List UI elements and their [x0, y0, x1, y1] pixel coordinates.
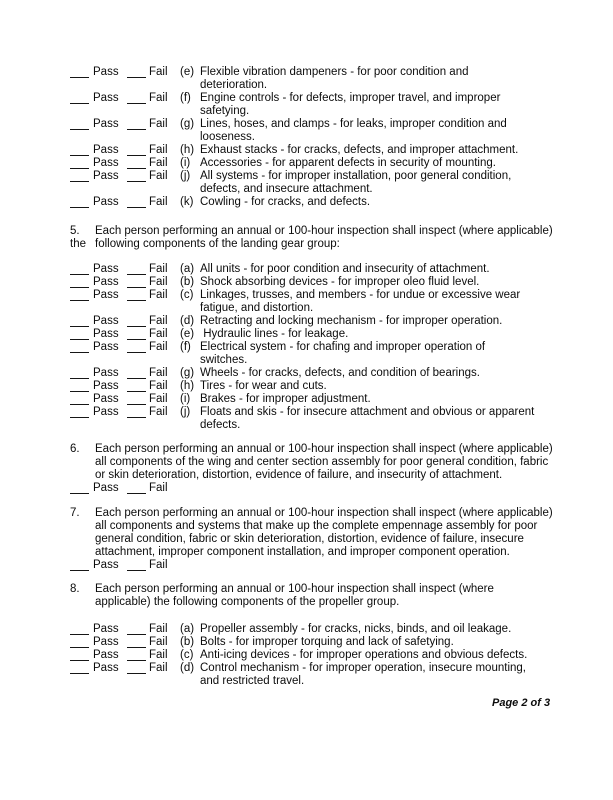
paragraph-line	[70, 456, 575, 469]
fail-blank-line	[127, 196, 146, 208]
fail-label: Fail	[149, 118, 168, 130]
pass-blank-line	[70, 559, 89, 571]
item-text	[200, 636, 454, 649]
checklist-row	[70, 157, 575, 170]
item-text-line: Brakes - for improper adjustment.	[200, 393, 371, 405]
pass-label: Pass	[93, 341, 119, 353]
pass-blank-line	[70, 649, 89, 661]
fail-blank-line	[127, 289, 146, 301]
item-text-line: Tires - for wear and cuts.	[200, 380, 327, 392]
paragraph-number	[70, 520, 95, 533]
item-letter: (h)	[180, 380, 195, 392]
checklist-row	[70, 649, 575, 662]
pass-label: Pass	[93, 559, 119, 571]
paragraph-number: 8.	[70, 583, 80, 595]
item-text	[200, 367, 480, 380]
item-letter: (a)	[180, 623, 195, 635]
item-text-line: switches.	[200, 354, 248, 366]
paragraph-number	[70, 469, 95, 482]
fail-label: Fail	[149, 263, 168, 275]
item-text	[200, 623, 511, 636]
pass-blank-line	[70, 380, 89, 392]
paragraph-text: attachment, improper component installation, and improper component operation.	[95, 546, 510, 558]
pass-blank-line	[70, 118, 89, 130]
item-text	[200, 157, 496, 170]
fail-label: Fail	[149, 276, 168, 288]
fail-blank-line	[127, 649, 146, 661]
fail-label: Fail	[149, 623, 168, 635]
fail-label: Fail	[149, 662, 168, 674]
pass-label: Pass	[93, 482, 119, 494]
item-text	[200, 66, 468, 92]
item-letter: (i)	[180, 157, 191, 169]
item-text-line: All units - for poor condition and insecurity of attachment.	[200, 263, 490, 275]
item-letter: (b)	[180, 636, 195, 648]
checklist-row	[70, 406, 575, 432]
item-text	[200, 315, 502, 328]
pass-label: Pass	[93, 406, 119, 418]
item-letter: (d)	[180, 315, 195, 327]
item-text	[200, 144, 518, 157]
pass-label: Pass	[93, 393, 119, 405]
paragraph-text: Each person performing an annual or 100-hour inspection shall inspect (where	[95, 583, 494, 595]
item-text-line: Engine controls - for defects, improper travel, and improper	[200, 92, 501, 104]
item-letter: (h)	[180, 144, 195, 156]
item-text-line: Anti-icing devices - for improper operations and obvious defects.	[200, 649, 528, 661]
checklist-row	[70, 341, 575, 367]
item-text-line: Cowling - for cracks, and defects.	[200, 196, 371, 208]
fail-label: Fail	[149, 66, 168, 78]
fail-blank-line	[127, 92, 146, 104]
pass-blank-line	[70, 276, 89, 288]
paragraph-line	[70, 443, 575, 456]
engine-group-checklist	[70, 66, 575, 209]
paragraph-line	[70, 225, 575, 238]
passfail-row	[70, 482, 575, 495]
pass-blank-line	[70, 482, 89, 494]
item-letter: (k)	[180, 196, 194, 208]
item-text-line: safetying.	[200, 105, 250, 117]
item-text	[200, 406, 534, 432]
pass-blank-line	[70, 170, 89, 182]
fail-blank-line	[127, 559, 146, 571]
checklist-row	[70, 393, 575, 406]
fail-label: Fail	[149, 196, 168, 208]
paragraph-text: all components and systems that make up the complete empennage assembly for poor	[95, 520, 538, 532]
item-7-paragraph	[70, 507, 575, 572]
item-text	[200, 649, 527, 662]
checklist-row	[70, 92, 575, 118]
item-text-line: Wheels - for cracks, defects, and condition of bearings.	[200, 367, 480, 379]
pass-label: Pass	[93, 263, 119, 275]
pass-label: Pass	[93, 649, 119, 661]
checklist-row	[70, 636, 575, 649]
fail-label: Fail	[149, 559, 168, 571]
fail-label: Fail	[149, 341, 168, 353]
fail-blank-line	[127, 636, 146, 648]
checklist-row	[70, 276, 575, 289]
item-letter: (d)	[180, 662, 195, 674]
item-text	[200, 118, 507, 144]
pass-label: Pass	[93, 367, 119, 379]
pass-label: Pass	[93, 66, 119, 78]
item-text-line: Linkages, trusses, and members - for undue or excessive wear	[200, 289, 521, 301]
item-text	[200, 92, 500, 118]
item-letter: (j)	[180, 406, 191, 418]
document-content	[70, 66, 575, 688]
paragraph-line	[70, 546, 575, 559]
item-text-line: Accessories - for apparent defects in security of mounting.	[200, 157, 496, 169]
pass-blank-line	[70, 157, 89, 169]
item-text-line: deterioration.	[200, 79, 268, 91]
item-letter: (j)	[180, 170, 191, 182]
page-number: Page 2 of 3	[492, 697, 551, 709]
item-text-line: Hydraulic lines - for leakage.	[200, 328, 349, 340]
checklist-row	[70, 289, 575, 315]
fail-label: Fail	[149, 367, 168, 379]
item-text	[200, 170, 511, 196]
item-text-line: Bolts - for improper torquing and lack of safetying.	[200, 636, 454, 648]
paragraph-number: 5.	[70, 225, 80, 237]
checklist-row	[70, 623, 575, 636]
paragraph-number	[70, 533, 95, 546]
paragraph-line	[70, 238, 575, 251]
item-letter: (a)	[180, 263, 195, 275]
pass-label: Pass	[93, 276, 119, 288]
item-letter: (f)	[180, 92, 191, 104]
item-letter: (c)	[180, 289, 194, 301]
fail-blank-line	[127, 328, 146, 340]
fail-label: Fail	[149, 289, 168, 301]
pass-label: Pass	[93, 157, 119, 169]
fail-blank-line	[127, 263, 146, 275]
pass-blank-line	[70, 66, 89, 78]
fail-label: Fail	[149, 170, 168, 182]
paragraph-text: following components of the landing gear group:	[95, 238, 340, 250]
pass-blank-line	[70, 636, 89, 648]
paragraph-text: Each person performing an annual or 100-hour inspection shall inspect (where applicable)	[95, 225, 553, 237]
pass-blank-line	[70, 393, 89, 405]
pass-label: Pass	[93, 328, 119, 340]
item-text-line: defects, and insecure attachment.	[200, 183, 373, 195]
item-letter: (g)	[180, 367, 195, 379]
pass-blank-line	[70, 92, 89, 104]
paragraph-text: Each person performing an annual or 100-hour inspection shall inspect (where applicable)	[95, 507, 553, 519]
fail-blank-line	[127, 315, 146, 327]
fail-label: Fail	[149, 144, 168, 156]
passfail-row	[70, 559, 575, 572]
paragraph-hang-word: the	[70, 238, 86, 250]
item-text	[200, 328, 348, 341]
pass-blank-line	[70, 623, 89, 635]
fail-blank-line	[127, 66, 146, 78]
pass-blank-line	[70, 144, 89, 156]
propeller-group-checklist	[70, 623, 575, 688]
checklist-row	[70, 66, 575, 92]
pass-label: Pass	[93, 118, 119, 130]
fail-label: Fail	[149, 406, 168, 418]
fail-blank-line	[127, 482, 146, 494]
fail-label: Fail	[149, 649, 168, 661]
fail-blank-line	[127, 276, 146, 288]
pass-label: Pass	[93, 662, 119, 674]
landing-gear-checklist	[70, 263, 575, 432]
item-text	[200, 276, 479, 289]
paragraph-text: all components of the wing and center section assembly for poor general condition, fabric	[95, 456, 549, 468]
item-text	[200, 341, 485, 367]
paragraph-text: general condition, fabric or skin deterioration, distortion, evidence of failure, insecure	[95, 533, 524, 545]
pass-label: Pass	[93, 380, 119, 392]
fail-label: Fail	[149, 328, 168, 340]
pass-blank-line	[70, 406, 89, 418]
fail-blank-line	[127, 118, 146, 130]
paragraph-number: 6.	[70, 443, 80, 455]
pass-label: Pass	[93, 170, 119, 182]
item-text-line: looseness.	[200, 131, 255, 143]
item-letter: (g)	[180, 118, 195, 130]
paragraph-line	[70, 507, 575, 520]
item-text	[200, 393, 371, 406]
fail-blank-line	[127, 367, 146, 379]
fail-blank-line	[127, 623, 146, 635]
pass-blank-line	[70, 662, 89, 674]
item-letter: (b)	[180, 276, 195, 288]
fail-blank-line	[127, 157, 146, 169]
pass-label: Pass	[93, 289, 119, 301]
checklist-row	[70, 263, 575, 276]
item-text-line: All systems - for improper installation, poor general condition,	[200, 170, 512, 182]
fail-blank-line	[127, 662, 146, 674]
fail-blank-line	[127, 393, 146, 405]
pass-label: Pass	[93, 144, 119, 156]
paragraph-text: applicable) the following components of the propeller group.	[95, 596, 400, 608]
fail-label: Fail	[149, 636, 168, 648]
item-text	[200, 196, 370, 209]
pass-blank-line	[70, 263, 89, 275]
paragraph-text: Each person performing an annual or 100-hour inspection shall inspect (where applicable)	[95, 443, 553, 455]
item-text	[200, 662, 526, 688]
item-text-line: Floats and skis - for insecure attachment and obvious or apparent	[200, 406, 535, 418]
item-5-paragraph	[70, 225, 575, 251]
pass-blank-line	[70, 328, 89, 340]
fail-label: Fail	[149, 482, 168, 494]
fail-label: Fail	[149, 380, 168, 392]
item-text	[200, 289, 520, 315]
paragraph-line	[70, 533, 575, 546]
fail-blank-line	[127, 144, 146, 156]
paragraph-line	[70, 583, 575, 596]
fail-label: Fail	[149, 157, 168, 169]
checklist-row	[70, 662, 575, 688]
item-text-line: fatigue, and distortion.	[200, 302, 314, 314]
pass-label: Pass	[93, 92, 119, 104]
pass-label: Pass	[93, 636, 119, 648]
fail-blank-line	[127, 170, 146, 182]
item-text-line: Shock absorbing devices - for improper oleo fluid level.	[200, 276, 480, 288]
item-text-line: and restricted travel.	[200, 675, 305, 687]
checklist-row	[70, 367, 575, 380]
item-letter: (f)	[180, 341, 191, 353]
paragraph-text: or skin deterioration, distortion, evidence of failure, and insecurity of attachment.	[95, 469, 503, 481]
item-text	[200, 263, 490, 276]
pass-blank-line	[70, 315, 89, 327]
item-text-line: defects.	[200, 419, 241, 431]
fail-label: Fail	[149, 393, 168, 405]
pass-blank-line	[70, 289, 89, 301]
paragraph-number: 7.	[70, 507, 80, 519]
checklist-row	[70, 315, 575, 328]
pass-blank-line	[70, 196, 89, 208]
item-letter: (e)	[180, 66, 195, 78]
pass-blank-line	[70, 367, 89, 379]
item-6-paragraph	[70, 443, 575, 495]
paragraph-line	[70, 520, 575, 533]
checklist-row	[70, 144, 575, 157]
item-letter: (i)	[180, 393, 191, 405]
checklist-row	[70, 118, 575, 144]
item-text-line: Lines, hoses, and clamps - for leaks, improper condition and	[200, 118, 507, 130]
pass-label: Pass	[93, 196, 119, 208]
checklist-row	[70, 380, 575, 393]
item-letter: (e)	[180, 328, 195, 340]
fail-blank-line	[127, 380, 146, 392]
item-text-line: Retracting and locking mechanism - for improper operation.	[200, 315, 503, 327]
item-text	[200, 380, 327, 393]
item-text-line: Propeller assembly - for cracks, nicks, binds, and oil leakage.	[200, 623, 512, 635]
paragraph-line	[70, 596, 575, 609]
checklist-row	[70, 196, 575, 209]
paragraph-line	[70, 469, 575, 482]
pass-blank-line	[70, 341, 89, 353]
fail-blank-line	[127, 406, 146, 418]
checklist-row	[70, 170, 575, 196]
pass-label: Pass	[93, 623, 119, 635]
item-letter: (c)	[180, 649, 194, 661]
pass-label: Pass	[93, 315, 119, 327]
item-text-line: Control mechanism - for improper operation, insecure mounting,	[200, 662, 526, 674]
item-text-line: Exhaust stacks - for cracks, defects, and improper attachment.	[200, 144, 519, 156]
paragraph-number	[70, 596, 95, 609]
paragraph-number	[70, 546, 95, 559]
item-text-line: Flexible vibration dampeners - for poor condition and	[200, 66, 469, 78]
paragraph-number	[70, 456, 95, 469]
fail-blank-line	[127, 341, 146, 353]
checklist-row	[70, 328, 575, 341]
fail-label: Fail	[149, 92, 168, 104]
fail-label: Fail	[149, 315, 168, 327]
item-8-paragraph	[70, 583, 575, 609]
item-text-line: Electrical system - for chafing and improper operation of	[200, 341, 486, 353]
